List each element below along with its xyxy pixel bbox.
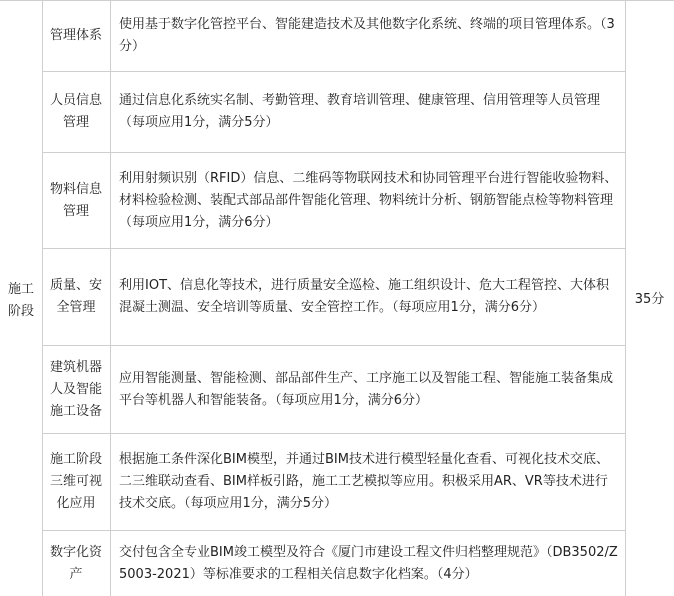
category-label: 数字化资产 [50, 544, 103, 582]
table-row-category-cell [42, 346, 110, 433]
table-row-description-cell [110, 346, 625, 433]
table-row-description-cell [110, 72, 625, 152]
category-label: 人员信息管理 [50, 93, 103, 130]
table-row-description-cell [110, 0, 625, 71]
category-label: 施工阶段三维可视化应用 [50, 452, 103, 511]
table-row-category-cell [42, 153, 110, 248]
table-row-description-cell [110, 531, 625, 596]
description-text: 使用基于数字化管控平台、智能建造技术及其他数字化系统、终端的项目管理体系。（3分） [119, 16, 615, 54]
category-label: 物料信息管理 [50, 181, 103, 219]
score-cell [625, 0, 674, 596]
table-row-category-cell [42, 434, 110, 530]
stage-label: 施工阶段 [7, 282, 34, 319]
table-row-category-cell [42, 72, 110, 152]
table-row-description-cell [110, 153, 625, 248]
description-text: 利用IOT、信息化等技术，进行质量安全巡检、施工组织设计、危大工程管控、大体积混凝土测温、安全培训等质量、安全管控工作。（每项应用1分，满分6分） [119, 278, 610, 315]
total-score: 35分 [634, 292, 665, 307]
table-row-category-cell [42, 0, 110, 71]
table-row-category-cell [42, 531, 110, 596]
stage-cell [0, 0, 42, 596]
description-text: 交付包含全专业BIM竣工模型及符合《厦门市建设工程文件归档整理规范》（DB3502/Z 5003-2021）等标准要求的工程相关信息数字化档案。（4分） [119, 544, 618, 582]
category-label: 管理体系 [50, 27, 103, 43]
description-text: 应用智能测量、智能检测、部品部件生产、工序施工以及智能工程、智能施工装备集成平台等机器人和智能装备。（每项应用1分，满分6分） [119, 370, 614, 408]
table-row-category-cell [42, 249, 110, 345]
table-row-description-cell [110, 434, 625, 530]
description-text: 通过信息化系统实名制、考勤管理、教育培训管理、健康管理、信用管理等人员管理（每项应用1分，满分5分） [119, 93, 601, 130]
table-row-description-cell [110, 249, 625, 345]
description-text: 根据施工条件深化BIM模型，并通过BIM技术进行模型轻量化查看、可视化技术交底、二三维联动查看、BIM样板引路，施工工艺模拟等应用。积极采用AR、VR等技术进行技术交底。（每项应用1分，满分5分） [119, 452, 609, 511]
description-text: 利用射频识别（RFID）信息、二维码等物联网技术和协同管理平台进行智能收验物料、材料检验检测、装配式部品部件智能化管理、物料统计分析、钢筋智能点检等物料管理（每项应用1分，满分6分） [119, 170, 618, 230]
category-label: 质量、安全管理 [50, 278, 103, 315]
category-label: 建筑机器人及智能施工设备 [50, 359, 103, 419]
